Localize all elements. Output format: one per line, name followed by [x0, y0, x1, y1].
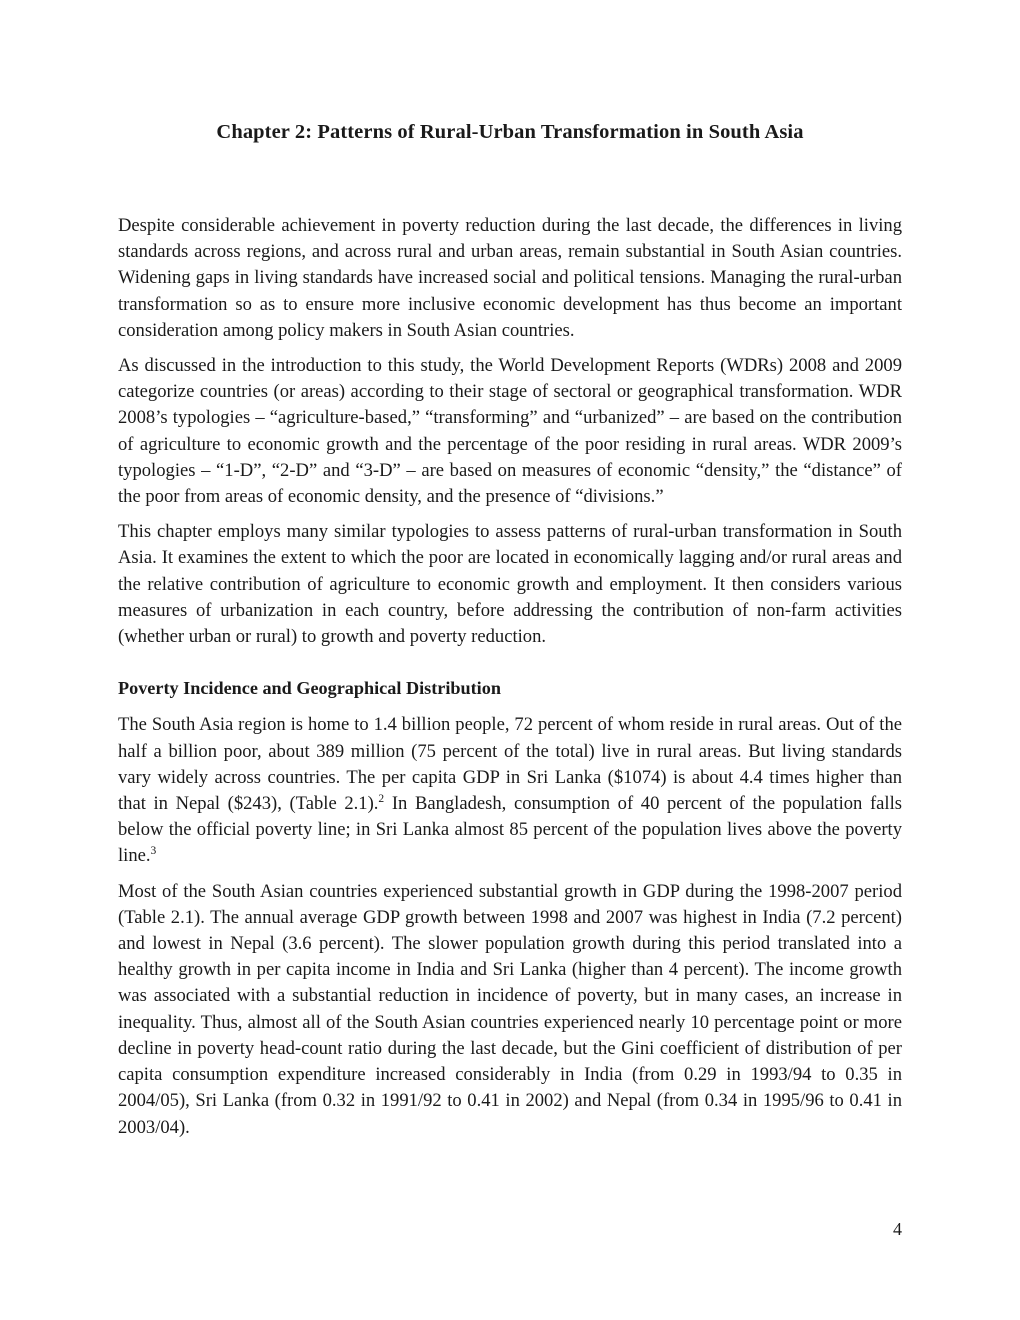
footnote-marker-2: 2: [378, 792, 385, 805]
page-number: 4: [893, 1219, 902, 1239]
paragraph-chapter-scope: This chapter employs many similar typologies to assess patterns of rural-urban transformation in South Asia. It examines the extent to which the poor are located in economically lagging and/or rural areas and the relative contribution of agriculture to economic growth and employment. It then considers various measures of urbanization in each country, before addressing the contribution of non-farm activities (whether urban or rural) to growth and poverty reduction.: [118, 521, 902, 648]
page-title: Chapter 2: Patterns of Rural-Urban Transformation in South Asia: [216, 121, 804, 143]
paragraph-poverty-statistics-part-a: The South Asia region is home to 1.4 billion people, 72 percent of whom reside in rural areas. Out of the half a billion poor, about 389 million (75 percent of the total) live in rural areas. But living standards vary widely across countries. The per capita GDP in Sri Lanka ($1074) is about 4.4 times higher than that in Nepal ($243), (Table 2.1).: [118, 714, 902, 815]
paragraph-poverty-statistics: [118, 712, 902, 869]
paragraph-gdp-growth-inequality: Most of the South Asian countries experienced substantial growth in GDP during the 1998-2007 period (Table 2.1). The annual average GDP growth between 1998 and 2007 was highest in India (7.2 percent) and lowest in Nepal (3.6 percent). The slower population growth during this period translated into a healthy growth in per capita income in India and Sri Lanka (higher than 4 percent). The income growth was associated with a substantial reduction in incidence of poverty, but in many cases, an increase in inequality. Thus, almost all of the South Asian countries experienced nearly 10 percentage point or more decline in poverty head-count ratio during the last decade, but the Gini coefficient of distribution of per capita consumption expenditure increased considerably in India (from 0.29 in 1993/94 to 0.35 in 2004/05), Sri Lanka (from 0.32 in 1991/92 to 0.41 in 2002) and Nepal (from 0.34 in 1995/96 to 0.41 in 2003/04).: [118, 880, 902, 1138]
section-heading-poverty-incidence: Poverty Incidence and Geographical Distribution: [118, 678, 501, 699]
document-body: [118, 118, 902, 1150]
paragraph-intro-living-standards: Despite considerable achievement in poverty reduction during the last decade, the differences in living standards across regions, and across rural and urban areas, remain substantial in South Asian countries. Widening gaps in living standards have increased social and political tensions. Managing the rural-urban transformation so as to ensure more inclusive economic development has thus become an important consideration among policy makers in South Asian countries.: [118, 215, 902, 341]
paragraph-poverty-statistics-part-b: In Bangladesh, consumption of 40 percent of the population falls below the official poverty line; in Sri Lanka almost 85 percent of the population lives above the poverty line.: [118, 793, 902, 867]
paragraph-wdr-typologies: As discussed in the introduction to this study, the World Development Reports (WDRs) 2008 and 2009 categorize countries (or areas) according to their stage of sectoral or geographical transformation. WDR 2008’s typologies – “agriculture-based,” “transforming” and “urbanized” – are based on the contribution of agriculture to economic growth and the percentage of the poor residing in rural areas. WDR 2009’s typologies – “1-D”, “2-D” and “3-D” – are based on measures of economic “density,” the “distance” of the poor from areas of economic density, and the presence of “divisions.”: [118, 355, 902, 508]
footnote-marker-3: 3: [150, 845, 157, 858]
